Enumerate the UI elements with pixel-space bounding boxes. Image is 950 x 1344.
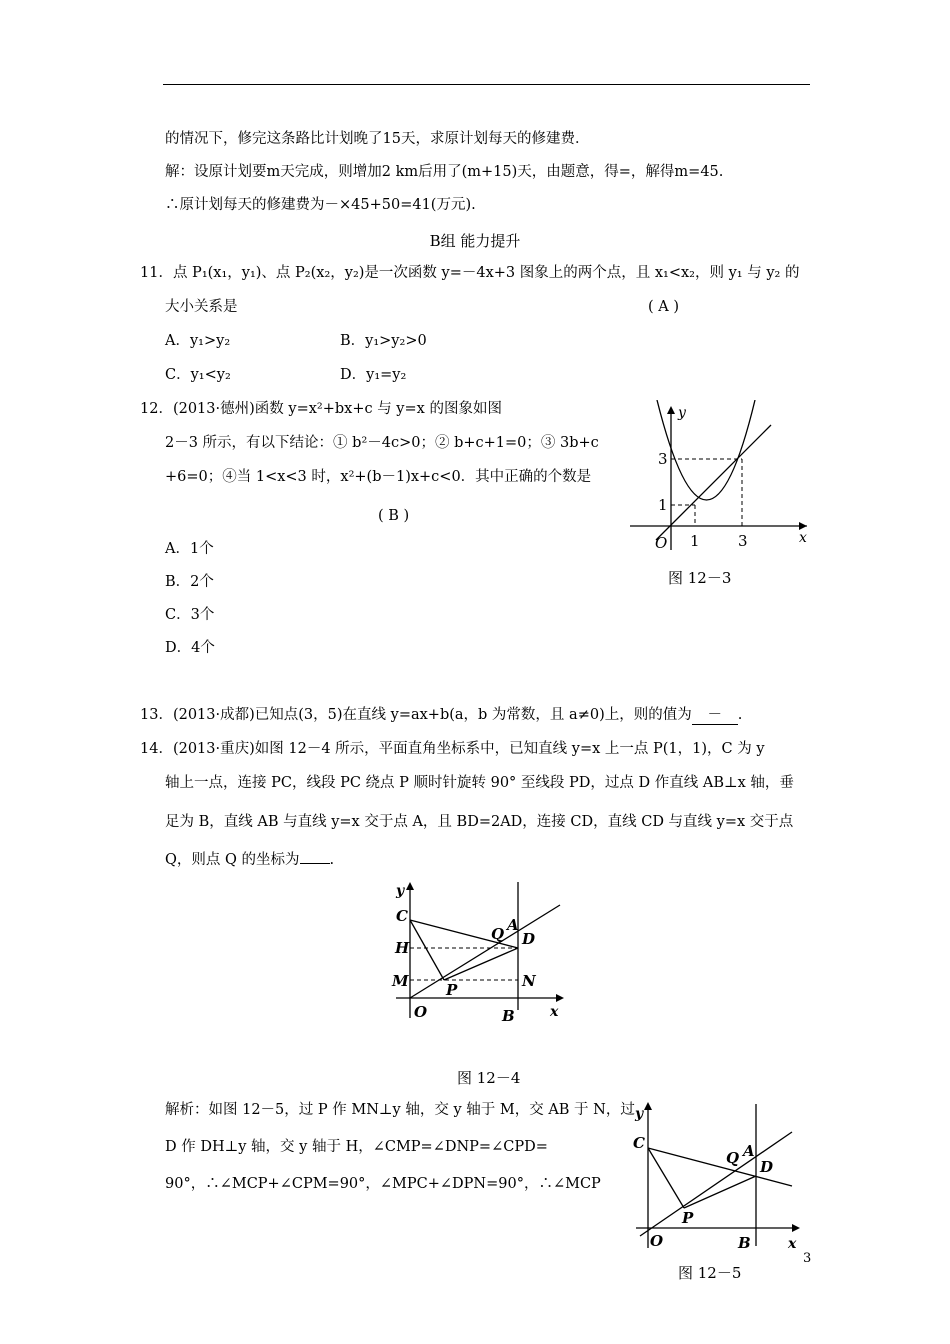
fig2-label-d: D — [522, 930, 536, 948]
fig2-label-h: H — [395, 939, 410, 957]
q11-option-a: A．y₁>y₂ — [165, 333, 231, 349]
fig1-tick-3x: 3 — [738, 532, 748, 550]
fig3-label-y: y — [635, 1106, 644, 1122]
fig1-label-o: O — [655, 534, 668, 552]
analysis-line-2: D 作 DH⊥y 轴，交 y 轴于 H，∠CMP=∠DNP=∠CPD= — [165, 1139, 548, 1155]
x-axis-arrow-icon — [792, 1224, 800, 1232]
fig2-label-o: O — [414, 1003, 428, 1021]
fig3-label-a: A — [743, 1142, 755, 1160]
page-number: 3 — [803, 1251, 812, 1266]
figure-12-3 — [625, 400, 815, 560]
analysis-line-3: 90°，∴∠MCP+∠CPM=90°，∠MPC+∠DPN=90°，∴∠MCP — [165, 1176, 601, 1192]
q12-answer: ( B ) — [378, 508, 410, 524]
fig2-label-x: x — [550, 1004, 559, 1020]
fig2-label-p: P — [446, 981, 458, 999]
q14-line-3: 足为 B，直线 AB 与直线 y=x 交于点 A，且 BD=2AD，连接 CD，直线 CD 与直线 y=x 交于点 — [165, 814, 794, 830]
fig3-label-q: Q — [726, 1149, 740, 1167]
header-rule — [163, 84, 810, 85]
q13-answer: － — [692, 706, 738, 725]
q12-option-a: A．1个 — [165, 541, 214, 557]
q12-option-c: C．3个 — [165, 607, 215, 623]
q14-line-2: 轴上一点，连接 PC，线段 PC 绕点 P 顺时针旋转 90° 至线段 PD，过点 D 作直线 AB⊥x 轴，垂 — [165, 775, 794, 791]
segment-pc — [648, 1148, 684, 1208]
fig1-label-x: x — [799, 530, 807, 546]
line-y-equals-x — [640, 1132, 792, 1236]
x-axis-arrow-icon — [556, 994, 564, 1002]
fig2-label-q: Q — [491, 925, 505, 943]
parabola — [657, 400, 755, 500]
line-y-equals-x — [410, 905, 560, 998]
q14-line-4-end: . — [329, 852, 335, 868]
section-title: B组 能力提升 — [429, 232, 521, 250]
figure-12-5 — [628, 1096, 808, 1256]
fig2-label-c: C — [396, 907, 408, 925]
figure-12-4 — [388, 878, 568, 1026]
q13-end: . — [737, 707, 743, 723]
q13-text: 13．(2013·成都)已知点(3，5)在直线 y=ax+b(a，b 为常数，且 a≠0)上，则的值为 — [140, 707, 692, 723]
x-axis-arrow-icon — [799, 522, 807, 530]
intro-line-1: 的情况下，修完这条路比计划晚了15天，求原计划每天的修建费． — [165, 131, 590, 147]
q14-answer-blank — [300, 863, 330, 864]
fig3-label-x: x — [788, 1236, 797, 1252]
fig1-tick-3y: 3 — [658, 450, 668, 468]
segment-pc — [410, 920, 444, 980]
q14-line-4: Q，则点 Q 的坐标为 — [165, 852, 300, 868]
fig2-label-b: B — [502, 1007, 515, 1025]
fig2-label-y: y — [396, 883, 405, 899]
segment-pd — [444, 948, 518, 980]
y-axis-arrow-icon — [406, 882, 414, 890]
fig3-label-d: D — [760, 1158, 774, 1176]
q12-line-2: 2－3 所示，有以下结论：① b²－4c>0；② b+c+1=0；③ 3b+c — [165, 435, 599, 451]
q14-line-1: 14．(2013·重庆)如图 12－4 所示，平面直角坐标系中，已知直线 y=x 上一点 P(1，1)，C 为 y — [140, 741, 765, 757]
fig1-label-y: y — [678, 405, 686, 421]
q11-line-1: 11．点 P₁(x₁，y₁)、点 P₂(x₂，y₂)是一次函数 y=－4x+3 图象上的两个点，且 x₁<x₂，则 y₁ 与 y₂ 的 — [140, 265, 800, 281]
figure-12-4-caption: 图 12－4 — [457, 1069, 521, 1087]
fig2-label-a: A — [507, 916, 519, 934]
q12-line-1: 12．(2013·德州)函数 y=x²+bx+c 与 y=x 的图象如图 — [140, 401, 502, 417]
q13-line — [140, 706, 742, 725]
q12-option-d: D．4个 — [165, 640, 215, 656]
q11-option-c: C．y₁<y₂ — [165, 367, 231, 383]
q12-option-b: B．2个 — [165, 574, 214, 590]
analysis-line-1: 解析：如图 12－5，过 P 作 MN⊥y 轴，交 y 轴于 M，交 AB 于 N，过 — [165, 1102, 635, 1118]
figure-12-3-caption: 图 12－3 — [668, 569, 732, 587]
intro-line-3: ∴原计划每天的修建费为－×45+50=41(万元). — [165, 197, 476, 213]
y-axis-arrow-icon — [644, 1102, 652, 1110]
fig1-tick-1x: 1 — [690, 532, 700, 550]
q11-answer: ( A ) — [648, 299, 680, 315]
fig3-label-b: B — [738, 1234, 751, 1252]
fig2-label-n: N — [522, 972, 536, 990]
q11-line-2: 大小关系是 — [165, 299, 238, 315]
q11-option-b: B．y₁>y₂>0 — [340, 333, 427, 349]
y-axis-arrow-icon — [667, 406, 675, 414]
fig3-label-o: O — [650, 1232, 664, 1250]
figure-12-5-caption: 图 12－5 — [678, 1264, 742, 1282]
q12-line-3: +6=0；④当 1<x<3 时，x²+(b－1)x+c<0．其中正确的个数是 — [165, 469, 592, 485]
q14-line-4-wrap — [165, 851, 334, 869]
fig2-label-m: M — [392, 972, 409, 990]
intro-line-2: 解：设原计划要m天完成，则增加2 km后用了(m+15)天，由题意，得=，解得m=45. — [165, 164, 724, 180]
fig1-tick-1y: 1 — [658, 496, 668, 514]
q11-option-d: D．y₁=y₂ — [340, 367, 407, 383]
fig3-label-p: P — [682, 1209, 694, 1227]
line-y-equals-x — [656, 425, 771, 540]
fig3-label-c: C — [633, 1134, 645, 1152]
